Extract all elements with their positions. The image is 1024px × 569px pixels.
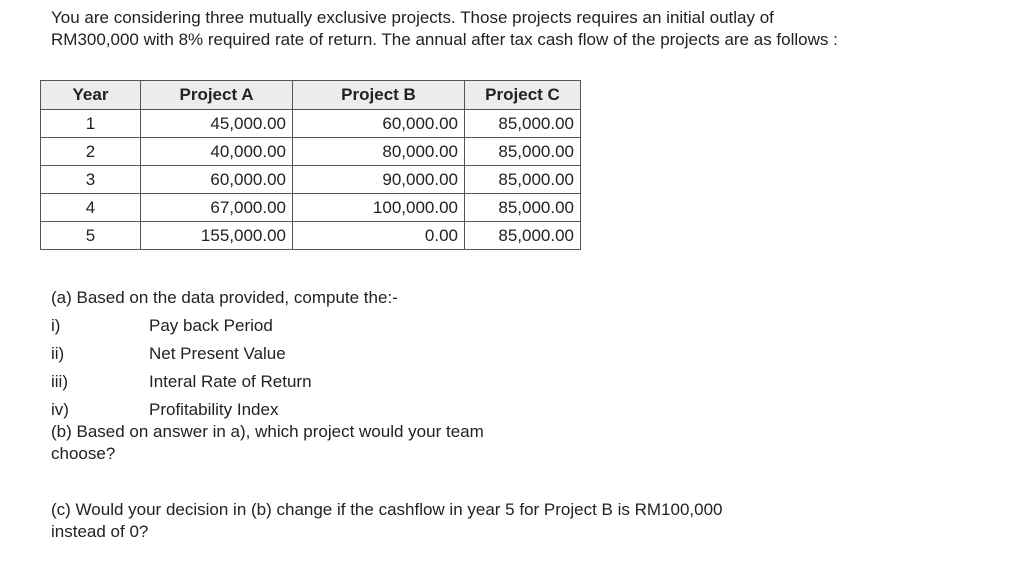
intro-line-1: You are considering three mutually exclusive projects. Those projects requires an initial outlay of	[51, 8, 774, 27]
sub-question-number: iv)	[51, 400, 69, 419]
sub-question-number: ii)	[51, 344, 65, 363]
sub-question-number: iii)	[51, 372, 68, 391]
cell-project-b: 0.00	[293, 222, 465, 250]
table-row	[41, 166, 581, 194]
cell-project-c: 85,000.00	[465, 138, 581, 166]
cell-project-c: 85,000.00	[465, 222, 581, 250]
question-a: (a) Based on the data provided, compute the:-	[51, 288, 398, 307]
questions-section	[51, 287, 611, 465]
question-c-line-1: (c) Would your decision in (b) change if the cashflow in year 5 for Project B is RM100,000	[51, 500, 723, 519]
sub-question-text: Interal Rate of Return	[149, 372, 312, 391]
problem-intro	[51, 7, 1011, 51]
table-row	[41, 222, 581, 250]
header-project-b: Project B	[293, 81, 465, 110]
cell-project-b: 100,000.00	[293, 194, 465, 222]
sub-question	[51, 343, 611, 371]
cell-year: 2	[41, 138, 141, 166]
sub-question-text: Profitability Index	[149, 400, 279, 419]
sub-question	[51, 399, 611, 421]
cell-year: 3	[41, 166, 141, 194]
cell-project-c: 85,000.00	[465, 166, 581, 194]
question-c-line-2: instead of 0?	[51, 522, 149, 541]
question-b-line-1: (b) Based on answer in a), which project would your team	[51, 422, 484, 441]
cell-project-a: 67,000.00	[141, 194, 293, 222]
sub-question	[51, 315, 611, 343]
sub-question-text: Pay back Period	[149, 316, 273, 335]
cell-project-c: 85,000.00	[465, 110, 581, 138]
cash-flow-table	[40, 80, 581, 250]
intro-line-2: RM300,000 with 8% required rate of return. The annual after tax cash flow of the projects are as follows :	[51, 30, 838, 49]
cell-year: 5	[41, 222, 141, 250]
question-c	[51, 499, 951, 543]
table-row	[41, 194, 581, 222]
question-b-line-2: choose?	[51, 444, 116, 463]
cell-project-a: 45,000.00	[141, 110, 293, 138]
cell-project-a: 155,000.00	[141, 222, 293, 250]
sub-question-text: Net Present Value	[149, 344, 286, 363]
cell-year: 1	[41, 110, 141, 138]
cell-project-c: 85,000.00	[465, 194, 581, 222]
cell-project-a: 40,000.00	[141, 138, 293, 166]
header-project-c: Project C	[465, 81, 581, 110]
table-row	[41, 138, 581, 166]
cell-year: 4	[41, 194, 141, 222]
header-year: Year	[41, 81, 141, 110]
sub-question	[51, 371, 611, 399]
header-project-a: Project A	[141, 81, 293, 110]
cell-project-b: 80,000.00	[293, 138, 465, 166]
sub-question-number: i)	[51, 316, 61, 335]
cell-project-b: 60,000.00	[293, 110, 465, 138]
cell-project-a: 60,000.00	[141, 166, 293, 194]
table-header-row	[41, 81, 581, 110]
cell-project-b: 90,000.00	[293, 166, 465, 194]
table-row	[41, 110, 581, 138]
